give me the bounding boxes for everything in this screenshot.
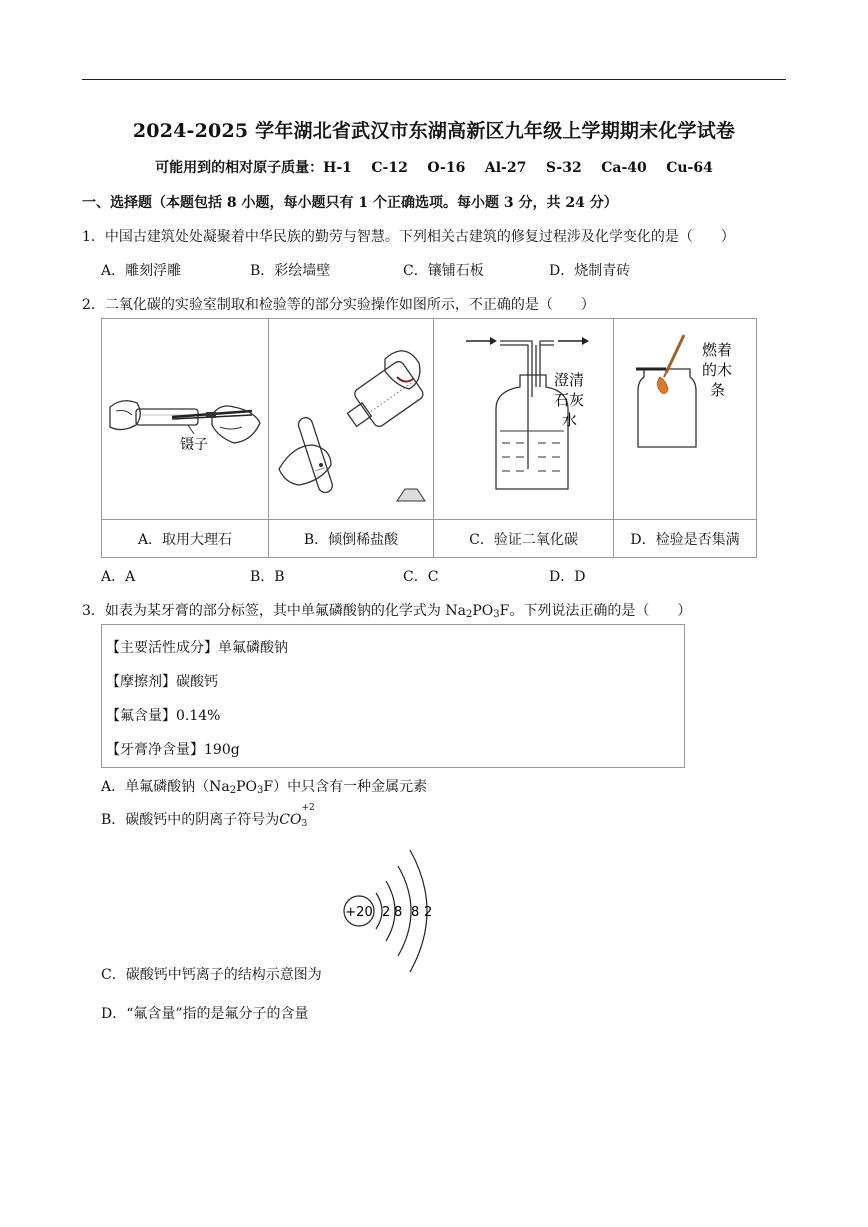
q1-option-b[interactable]: B．彩绘墙壁 bbox=[250, 263, 331, 279]
shell-electrons-2: 8 bbox=[394, 905, 403, 920]
label-line-net-content: 【牙膏净含量】190g bbox=[106, 742, 240, 758]
carbonate-subscript: 3 bbox=[301, 819, 308, 829]
q1-option-d[interactable]: D．烧制青砖 bbox=[549, 263, 631, 279]
figure-c-label-line-1: 澄清 bbox=[554, 371, 585, 389]
figure-c-cell bbox=[434, 319, 614, 520]
caption-b: B．倾倒稀盐酸 bbox=[269, 520, 434, 558]
q2-option-c[interactable]: C．C bbox=[403, 569, 439, 585]
q1-option-c[interactable]: C．镶铺石板 bbox=[403, 263, 484, 279]
figure-a-cell bbox=[102, 319, 269, 520]
shell-electrons-3: 8 bbox=[411, 905, 420, 920]
figure-c-limewater-illustration bbox=[434, 319, 613, 519]
figure-a-label: 镊子 bbox=[180, 437, 208, 453]
q3-option-d[interactable]: D．“氟含量”指的是氟分子的含量 bbox=[101, 1006, 309, 1022]
experiment-figure-table bbox=[101, 318, 757, 558]
exam-title: 2024-2025 学年湖北省武汉市东湖高新区九年级上学期期末化学试卷 bbox=[132, 120, 736, 142]
label-line-abrasive: 【摩擦剂】碳酸钙 bbox=[106, 674, 218, 690]
calcium-ion-structure-diagram bbox=[340, 846, 440, 976]
carbonate-charge: +2 bbox=[301, 803, 315, 813]
figure-d-label-line-3: 条 bbox=[710, 381, 726, 399]
figure-d-label-line-1: 燃着 bbox=[702, 341, 733, 359]
label-line-active-ingredient: 【主要活性成分】单氟磷酸钠 bbox=[106, 640, 288, 656]
q3-option-b[interactable]: B．碳酸钙中的阴离子符号为CO +2 3 bbox=[101, 803, 315, 829]
q2-option-b[interactable]: B．B bbox=[250, 569, 285, 585]
caption-d: D．检验是否集满 bbox=[614, 520, 757, 558]
q3-option-a[interactable]: A．单氟磷酸钠$(Na_2PO_3F)$中只含有一种金属元素 bbox=[101, 779, 428, 796]
figure-d-burning-stick-illustration bbox=[614, 319, 756, 519]
figure-a-tweezers-illustration bbox=[102, 319, 268, 519]
nucleus-charge: +20 bbox=[345, 905, 373, 920]
figure-c-label-line-2: 石灰 bbox=[554, 391, 585, 409]
atomic-mass-line: 可能用到的相对原子质量：H-1 C-12 O-16 Al-27 S-32 Ca-40 Cu-64 bbox=[155, 160, 713, 176]
shell-electrons-1: 2 bbox=[382, 905, 391, 920]
question-3-stem: 3．如表为某牙膏的部分标签，其中单氟磷酸钠的化学式为 $Na_2PO_3F$。下列说法正确的是（ ） bbox=[82, 603, 692, 620]
header-rule bbox=[82, 79, 786, 80]
figure-b-cell bbox=[269, 319, 434, 520]
section-heading: 一、选择题（本题包括 8 小题，每小题只有 1 个正确选项。每小题 3 分，共 24 分） bbox=[82, 195, 618, 211]
figure-b-pouring-illustration bbox=[269, 319, 433, 519]
carbonate-formula: CO bbox=[279, 812, 302, 828]
question-2-stem: 2．二氧化碳的实验室制取和检验等的部分实验操作如图所示，不正确的是（ ） bbox=[82, 297, 595, 313]
caption-a: A．取用大理石 bbox=[102, 520, 269, 558]
q1-option-a[interactable]: A．雕刻浮雕 bbox=[101, 263, 182, 279]
figure-d-label-line-2: 的木 bbox=[702, 361, 733, 379]
caption-c: C．验证二氧化碳 bbox=[434, 520, 614, 558]
figure-d-cell bbox=[614, 319, 757, 520]
toothpaste-label-box bbox=[101, 624, 685, 768]
q3-option-c[interactable]: C．碳酸钙中钙离子的结构示意图为 bbox=[101, 967, 322, 983]
question-1-stem: 1．中国古建筑处处凝聚着中华民族的勤劳与智慧。下列相关古建筑的修复过程涉及化学变化的是（ ） bbox=[82, 229, 735, 245]
label-line-fluoride: 【氟含量】0.14% bbox=[106, 708, 221, 724]
q2-option-a[interactable]: A．A bbox=[101, 569, 136, 585]
q2-option-d[interactable]: D．D bbox=[549, 569, 586, 585]
shell-electrons-4: 2 bbox=[424, 905, 433, 920]
figure-c-label-line-3: 水 bbox=[562, 411, 578, 429]
